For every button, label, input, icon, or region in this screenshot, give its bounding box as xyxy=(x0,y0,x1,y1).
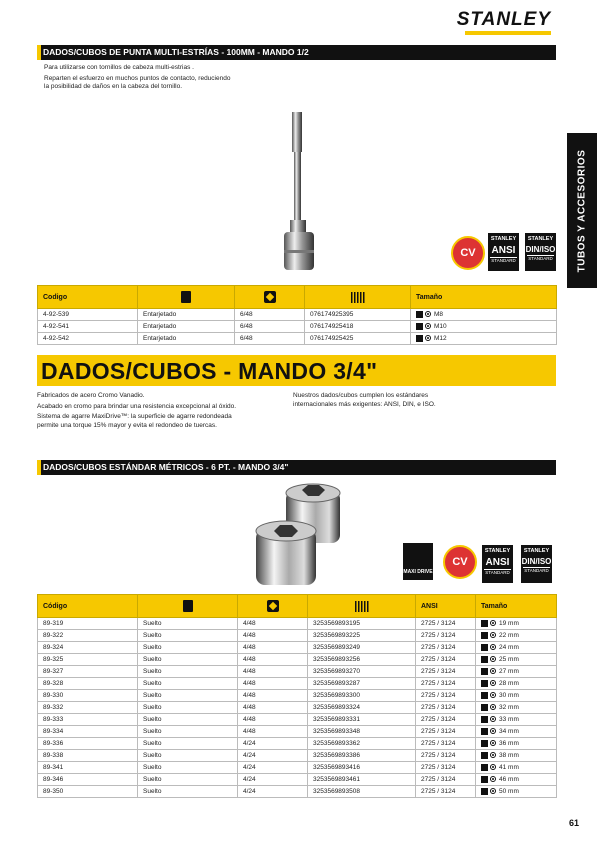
ansi-standard-badge-2 xyxy=(482,545,513,583)
qty-cell: 4/48 xyxy=(238,618,308,630)
quantity-icon xyxy=(264,291,276,303)
cv-certification-icon: CV xyxy=(451,236,485,270)
table-row xyxy=(38,618,557,630)
pack-cell: Suelto xyxy=(138,654,238,666)
size-cell-text: 33 mm xyxy=(499,716,519,724)
ansi-cell: 2725 / 3124 xyxy=(416,774,476,786)
size-cell xyxy=(476,666,557,678)
drive-square-icon xyxy=(481,728,488,735)
drive-square-icon xyxy=(416,311,423,318)
qty-cell: 4/48 xyxy=(238,726,308,738)
code-cell: 89-341 xyxy=(38,762,138,774)
code-cell: 89-350 xyxy=(38,786,138,798)
section2-right-desc xyxy=(293,392,523,409)
section2-left-desc xyxy=(37,392,287,430)
drive-square-icon xyxy=(481,776,488,783)
ean-cell: 3253569893195 xyxy=(308,618,416,630)
section2-right-line1: Nuestros dados/cubos cumplen los estándares xyxy=(293,392,429,399)
ansi-cell: 2725 / 3124 xyxy=(416,678,476,690)
ansi-badge-brand: STANLEY xyxy=(490,236,517,242)
quantity-icon xyxy=(267,600,279,612)
size-cell xyxy=(476,702,557,714)
ansi-cell: 2725 / 3124 xyxy=(416,690,476,702)
size-cell-text: 27 mm xyxy=(499,668,519,676)
size-cell xyxy=(476,774,557,786)
size-cell xyxy=(476,738,557,750)
size-cell xyxy=(476,642,557,654)
pack-cell: Suelto xyxy=(138,774,238,786)
size-cell-text: 25 mm xyxy=(499,656,519,664)
ean-cell: 3253569893508 xyxy=(308,786,416,798)
maxi-drive-icon: MAXI DRIVE xyxy=(403,543,433,580)
hex-point-icon xyxy=(490,728,496,734)
hex-point-icon xyxy=(490,632,496,638)
pack-cell: Entarjetado xyxy=(138,333,235,345)
col-qty xyxy=(238,595,308,618)
cv-certification-icon-2: CV xyxy=(443,545,477,579)
ean-cell: 3253569893225 xyxy=(308,630,416,642)
size-cell-text: 24 mm xyxy=(499,644,519,652)
qty-cell: 4/24 xyxy=(238,786,308,798)
multi-spline-socket-image xyxy=(270,110,330,275)
pack-cell: Suelto xyxy=(138,750,238,762)
pack-cell: Suelto xyxy=(138,738,238,750)
code-cell: 89-333 xyxy=(38,714,138,726)
size-cell-text: 41 mm xyxy=(499,764,519,772)
qty-cell: 4/48 xyxy=(238,642,308,654)
table-row xyxy=(38,642,557,654)
col-pack xyxy=(138,595,238,618)
size-cell xyxy=(476,678,557,690)
drive-square-icon xyxy=(481,764,488,771)
qty-cell: 4/48 xyxy=(238,666,308,678)
side-tab-label: TUBOS Y ACCESORIOS xyxy=(576,149,588,272)
size-cell-text: 22 mm xyxy=(499,632,519,640)
drive-square-icon xyxy=(416,323,423,330)
ansi-cell: 2725 / 3124 xyxy=(416,618,476,630)
ansi-badge-label-2: ANSI xyxy=(485,557,510,568)
ean-cell: 3253569893461 xyxy=(308,774,416,786)
spline-icon xyxy=(425,335,431,341)
ean-cell: 076174925425 xyxy=(305,333,411,345)
size-cell xyxy=(476,762,557,774)
hex-point-icon xyxy=(490,656,496,662)
code-cell: 89-336 xyxy=(38,738,138,750)
pack-cell: Suelto xyxy=(138,786,238,798)
ean-cell: 3253569893270 xyxy=(308,666,416,678)
table-row xyxy=(38,666,557,678)
barcode-icon xyxy=(351,292,365,303)
col-qty xyxy=(235,286,305,309)
size-cell-text: M8 xyxy=(434,311,444,319)
col-codigo: Codigo xyxy=(38,286,138,309)
ean-cell: 3253569893386 xyxy=(308,750,416,762)
col-ean xyxy=(308,595,416,618)
barcode-icon xyxy=(355,601,369,612)
drive-square-icon xyxy=(481,632,488,639)
ansi-badge-label: ANSI xyxy=(491,245,516,256)
hex-point-icon xyxy=(490,704,496,710)
size-cell-text: 46 mm xyxy=(499,776,519,784)
din-iso-standard-badge-2 xyxy=(521,545,552,583)
size-cell-text: M12 xyxy=(434,335,447,343)
ean-cell: 3253569893256 xyxy=(308,654,416,666)
table-row xyxy=(38,702,557,714)
pack-cell: Suelto xyxy=(138,762,238,774)
package-icon xyxy=(183,600,193,612)
drive-square-icon xyxy=(481,668,488,675)
ansi-cell: 2725 / 3124 xyxy=(416,786,476,798)
size-cell xyxy=(411,321,557,333)
hex-point-icon xyxy=(490,644,496,650)
code-cell: 89-319 xyxy=(38,618,138,630)
qty-cell: 4/48 xyxy=(238,630,308,642)
code-cell: 89-332 xyxy=(38,702,138,714)
pack-cell: Suelto xyxy=(138,618,238,630)
qty-cell: 6/48 xyxy=(235,333,305,345)
spline-icon xyxy=(425,323,431,329)
size-cell xyxy=(476,750,557,762)
table-row xyxy=(38,762,557,774)
spline-icon xyxy=(425,311,431,317)
ansi-cell: 2725 / 3124 xyxy=(416,738,476,750)
din-badge-brand: STANLEY xyxy=(527,236,554,242)
hex-point-icon xyxy=(490,680,496,686)
qty-cell: 4/48 xyxy=(238,690,308,702)
col-ean xyxy=(305,286,411,309)
pack-cell: Suelto xyxy=(138,666,238,678)
size-cell xyxy=(411,309,557,321)
section2-subtitle: DADOS/CUBOS ESTÁNDAR MÉTRICOS - 6 PT. - MANDO 3/4" xyxy=(37,460,556,475)
ansi-cell: 2725 / 3124 xyxy=(416,702,476,714)
logo-underline xyxy=(465,31,551,35)
drive-square-icon xyxy=(481,716,488,723)
side-tab xyxy=(567,133,597,288)
size-cell-text: 19 mm xyxy=(499,620,519,628)
din-badge-sub-2: STANDARD xyxy=(524,568,549,573)
qty-cell: 4/48 xyxy=(238,714,308,726)
ansi-cell: 2725 / 3124 xyxy=(416,642,476,654)
table-row xyxy=(38,321,557,333)
drive-square-icon xyxy=(481,788,488,795)
ansi-cell: 2725 / 3124 xyxy=(416,654,476,666)
stanley-logo: STANLEY xyxy=(456,9,551,30)
code-cell: 89-322 xyxy=(38,630,138,642)
hex-point-icon xyxy=(490,788,496,794)
hex-point-icon xyxy=(490,740,496,746)
code-cell: 89-327 xyxy=(38,666,138,678)
pack-cell: Suelto xyxy=(138,702,238,714)
ansi-standard-badge xyxy=(488,233,519,271)
pack-cell: Suelto xyxy=(138,726,238,738)
code-cell: 89-324 xyxy=(38,642,138,654)
size-cell xyxy=(476,714,557,726)
code-cell: 4-92-541 xyxy=(38,321,138,333)
hex-point-icon xyxy=(490,752,496,758)
ean-cell: 3253569893324 xyxy=(308,702,416,714)
qty-cell: 4/24 xyxy=(238,774,308,786)
table-row xyxy=(38,690,557,702)
ansi-badge-sub-2: STANDARD xyxy=(485,570,510,575)
pack-cell: Entarjetado xyxy=(138,321,235,333)
din-badge-label: DIN/ISO xyxy=(525,245,556,254)
din-iso-standard-badge xyxy=(525,233,556,271)
size-cell xyxy=(411,333,557,345)
ean-cell: 3253569893300 xyxy=(308,690,416,702)
size-cell-text: 34 mm xyxy=(499,728,519,736)
table-row xyxy=(38,774,557,786)
ean-cell: 076174925418 xyxy=(305,321,411,333)
ansi-cell: 2725 / 3124 xyxy=(416,750,476,762)
code-cell: 89-325 xyxy=(38,654,138,666)
qty-cell: 4/48 xyxy=(238,678,308,690)
qty-cell: 4/24 xyxy=(238,750,308,762)
section1-desc-line2: Reparten el esfuerzo en muchos puntos de contacto, reduciendo xyxy=(44,74,231,82)
ean-cell: 3253569893287 xyxy=(308,678,416,690)
sockets-image xyxy=(252,481,362,591)
size-cell xyxy=(476,654,557,666)
pack-cell: Suelto xyxy=(138,690,238,702)
table-row xyxy=(38,333,557,345)
code-cell: 89-338 xyxy=(38,750,138,762)
size-cell xyxy=(476,726,557,738)
ansi-cell: 2725 / 3124 xyxy=(416,714,476,726)
code-cell: 4-92-542 xyxy=(38,333,138,345)
col-pack xyxy=(138,286,235,309)
hex-point-icon xyxy=(490,776,496,782)
section2-desc-line1: Fabricados de acero Cromo Vanadio. xyxy=(37,392,145,399)
qty-cell: 6/48 xyxy=(235,309,305,321)
hex-point-icon xyxy=(490,620,496,626)
size-cell-text: 36 mm xyxy=(499,740,519,748)
hex-point-icon xyxy=(490,668,496,674)
code-cell: 89-330 xyxy=(38,690,138,702)
size-cell-text: 32 mm xyxy=(499,704,519,712)
size-cell-text: M10 xyxy=(434,323,447,331)
ansi-badge-sub: STANDARD xyxy=(491,258,516,263)
qty-cell: 4/24 xyxy=(238,738,308,750)
table-row xyxy=(38,309,557,321)
section2-right-line2: internacionales más exigentes: ANSI, DIN, e ISO. xyxy=(293,400,436,408)
hex-point-icon xyxy=(490,764,496,770)
ean-cell: 3253569893348 xyxy=(308,726,416,738)
section1-desc-line1: Para utilizarse con tornillos de cabeza multi-estrias . xyxy=(44,64,194,71)
ean-cell: 076174925395 xyxy=(305,309,411,321)
size-cell-text: 30 mm xyxy=(499,692,519,700)
ansi-cell: 2725 / 3124 xyxy=(416,726,476,738)
drive-square-icon xyxy=(481,692,488,699)
size-cell xyxy=(476,786,557,798)
col-tamano: Tamaño xyxy=(476,595,557,618)
size-cell xyxy=(476,618,557,630)
size-cell xyxy=(476,690,557,702)
qty-cell: 4/48 xyxy=(238,654,308,666)
hex-point-icon xyxy=(490,716,496,722)
section2-desc-line4: permite una torque 15% mayor y evita el redondeo de tuercas. xyxy=(37,421,217,429)
pack-cell: Entarjetado xyxy=(138,309,235,321)
size-cell-text: 38 mm xyxy=(499,752,519,760)
din-badge-label-2: DIN/ISO xyxy=(521,557,552,566)
table-row xyxy=(38,630,557,642)
section2-desc-line3: Sistema de agarre MaxiDrive™: la superficie de agarre redondeada xyxy=(37,413,232,420)
ansi-badge-brand-2: STANLEY xyxy=(484,548,511,554)
qty-cell: 4/24 xyxy=(238,762,308,774)
drive-square-icon xyxy=(481,752,488,759)
ean-cell: 3253569893331 xyxy=(308,714,416,726)
table-row xyxy=(38,678,557,690)
code-cell: 4-92-539 xyxy=(38,309,138,321)
col-codigo: Código xyxy=(38,595,138,618)
ansi-cell: 2725 / 3124 xyxy=(416,666,476,678)
ansi-cell: 2725 / 3124 xyxy=(416,630,476,642)
table-row xyxy=(38,714,557,726)
hex-point-icon xyxy=(490,692,496,698)
qty-cell: 4/48 xyxy=(238,702,308,714)
size-cell-text: 28 mm xyxy=(499,680,519,688)
section1-desc-line3: la posibilidad de daños en la cabeza del tornillo. xyxy=(44,83,183,90)
drive-square-icon xyxy=(481,656,488,663)
table-row xyxy=(38,786,557,798)
pack-cell: Suelto xyxy=(138,678,238,690)
drive-square-icon xyxy=(481,680,488,687)
table-row xyxy=(38,738,557,750)
qty-cell: 6/48 xyxy=(235,321,305,333)
section2-desc-line2: Acabado en cromo para brindar una resistencia excepcional al óxido. xyxy=(37,402,237,410)
ean-cell: 3253569893362 xyxy=(308,738,416,750)
table-row xyxy=(38,654,557,666)
ansi-cell: 2725 / 3124 xyxy=(416,762,476,774)
section1-title: DADOS/CUBOS DE PUNTA MULTI-ESTRÍAS - 100MM - MANDO 1/2 xyxy=(37,45,556,60)
package-icon xyxy=(181,291,191,303)
code-cell: 89-346 xyxy=(38,774,138,786)
section1-table xyxy=(37,285,557,345)
code-cell: 89-334 xyxy=(38,726,138,738)
col-tamano: Tamaño xyxy=(411,286,557,309)
drive-square-icon xyxy=(416,335,423,342)
pack-cell: Suelto xyxy=(138,714,238,726)
table-row xyxy=(38,750,557,762)
drive-square-icon xyxy=(481,740,488,747)
section1-desc xyxy=(44,64,230,92)
drive-square-icon xyxy=(481,620,488,627)
section2-title: DADOS/CUBOS - MANDO 3/4" xyxy=(37,355,556,386)
table-row xyxy=(38,726,557,738)
size-cell-text: 50 mm xyxy=(499,788,519,796)
drive-square-icon xyxy=(481,644,488,651)
section2-table xyxy=(37,594,557,798)
pack-cell: Suelto xyxy=(138,642,238,654)
page-number: 61 xyxy=(568,818,579,828)
ean-cell: 3253569893249 xyxy=(308,642,416,654)
drive-square-icon xyxy=(481,704,488,711)
code-cell: 89-328 xyxy=(38,678,138,690)
din-badge-sub: STANDARD xyxy=(528,256,553,261)
ean-cell: 3253569893416 xyxy=(308,762,416,774)
table-header-row xyxy=(38,286,557,309)
pack-cell: Suelto xyxy=(138,630,238,642)
table-header-row xyxy=(38,595,557,618)
size-cell xyxy=(476,630,557,642)
col-ansi: ANSI xyxy=(416,595,476,618)
din-badge-brand-2: STANLEY xyxy=(523,548,550,554)
